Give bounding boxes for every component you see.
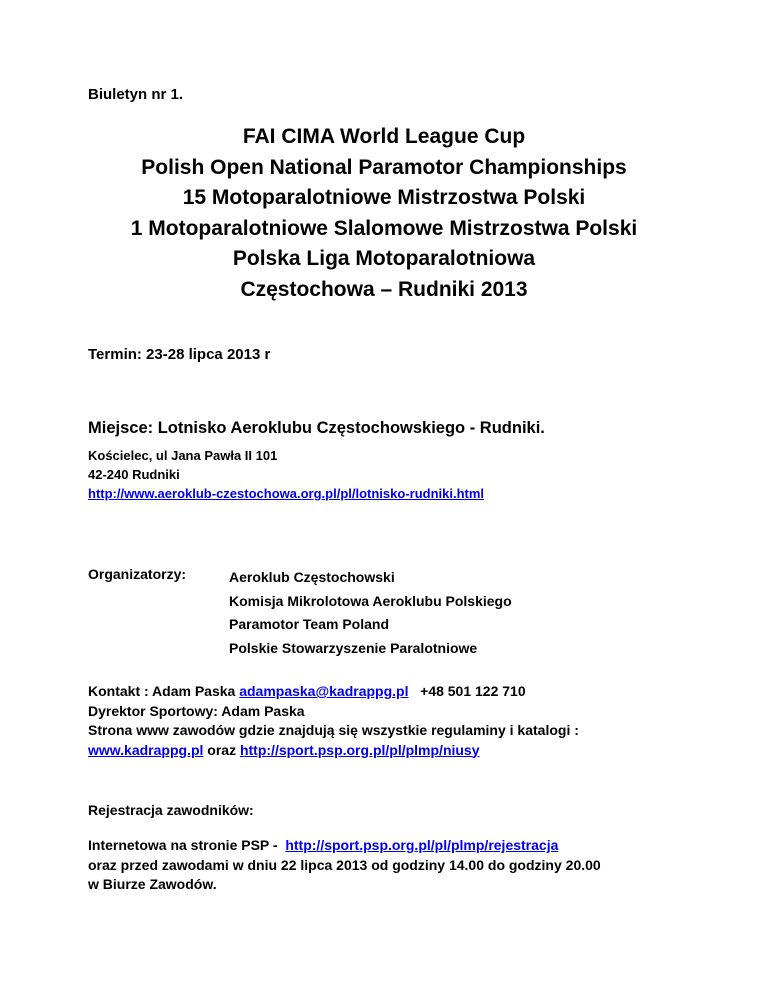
registration-office: w Biurze Zawodów. [88,876,217,892]
airfield-link[interactable]: http://www.aeroklub-czestochowa.org.pl/pl/lotnisko-rudniki.html [88,486,485,501]
contact-email-link[interactable]: adampaska@kadrappg.pl [239,683,409,699]
registration-title: Rejestracja zawodników: [88,802,254,818]
registration-prefix: Internetowa na stronie PSP - [88,837,286,853]
organizer-item: Aeroklub Częstochowski [229,569,395,585]
bulletin-number: Biuletyn nr 1. [88,86,184,103]
links-connector: oraz [203,741,240,758]
registration-onsite: oraz przed zawodami w dniu 22 lipca 2013 od godziny 14.00 do godziny 20.00 [88,856,601,873]
contact-phone: +48 501 122 710 [408,683,526,699]
event-dates: Termin: 23-28 lipca 2013 r [88,346,271,363]
website-info: Strona www zawodów gdzie znajdują się wszystkie regulaminy i katalogi : [88,722,579,738]
contact-prefix: Kontakt : Adam Paska [88,683,240,699]
psp-news-link[interactable]: http://sport.psp.org.pl/pl/plmp/niusy [239,741,480,758]
title-line-6: Częstochowa – Rudniki 2013 [240,277,528,301]
contact-block [88,682,579,760]
registration-block [88,836,601,895]
website-links [88,741,579,761]
organizer-item: Komisja Mikrolotowa Aeroklubu Polskiego [229,592,512,609]
address-block [88,446,484,503]
kadrappg-link[interactable]: www.kadrappg.pl [88,741,204,758]
title-line-4: 1 Motoparalotniowe Slalomowe Mistrzostwa Polski [130,216,638,240]
organizer-item: Paramotor Team Poland [229,616,390,632]
event-location: Miejsce: Lotnisko Aeroklubu Częstochowskiego - Rudniki. [88,419,545,437]
organizers-label: Organizatorzy: [88,566,187,582]
title-line-1: FAI CIMA World League Cup [242,125,526,148]
title-line-5: Polska Liga Motoparalotniowa [232,247,536,270]
registration-link[interactable]: http://sport.psp.org.pl/pl/plmp/rejestracja [285,837,559,853]
organizers-list [229,566,512,660]
registration-online [88,836,601,856]
organizer-item: Polskie Stowarzyszenie Paralotniowe [229,639,478,656]
title-block [0,122,768,305]
address-city: 42-240 Rudniki [88,467,180,482]
address-street: Kościelec, ul Jana Pawła II 101 [88,448,278,463]
sports-director: Dyrektor Sportowy: Adam Paska [88,702,305,719]
title-line-3: 15 Motoparalotniowe Mistrzostwa Polski [182,186,586,209]
title-line-2: Polish Open National Paramotor Championships [141,155,627,179]
contact-line [88,682,579,702]
